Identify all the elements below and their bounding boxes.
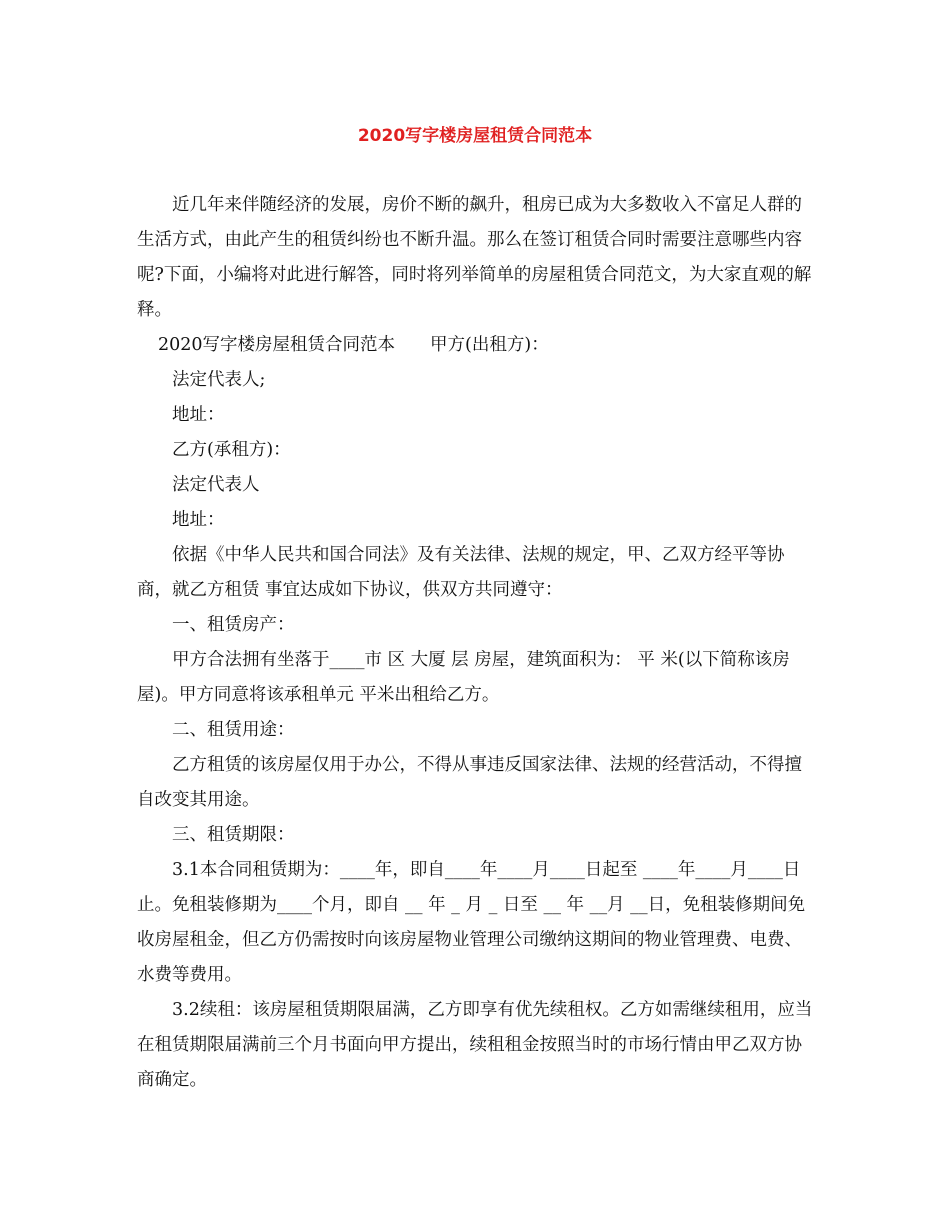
document-title: 2020写字楼房屋租赁合同范本 xyxy=(357,126,593,146)
section-2-heading: 二、租赁用途： xyxy=(172,720,295,740)
party-b-address: 地址： xyxy=(172,510,225,530)
section-1-body: 甲方合法拥有坐落于____市 区 大厦 层 房屋，建筑面积为： 平 米(以下简称该房屋)。甲方同意将该承租单元 平米出租给乙方。 xyxy=(137,650,790,705)
contract-heading-party-a: 2020写字楼房屋租赁合同范本 甲方(出租方)： xyxy=(158,335,549,355)
section-1-heading: 一、租赁房产： xyxy=(172,615,295,635)
document-body xyxy=(137,188,813,1098)
agreement-basis: 依据《中华人民共和国合同法》及有关法律、法规的规定，甲、乙双方经平等协商，就乙方租赁 事宜达成如下协议，供双方共同遵守： xyxy=(137,545,785,600)
party-b-representative: 法定代表人 xyxy=(172,475,260,495)
section-3-heading: 三、租赁期限： xyxy=(172,825,295,845)
section-2-body: 乙方租赁的该房屋仅用于办公，不得从事违反国家法律、法规的经营活动，不得擅自改变其用途。 xyxy=(137,755,802,810)
party-a-representative: 法定代表人; xyxy=(172,370,266,390)
intro-paragraph: 近几年来伴随经济的发展，房价不断的飙升，租房已成为大多数收入不富足人群的生活方式，由此产生的租赁纠纷也不断升温。那么在签订租赁合同时需要注意哪些内容呢?下面，小编将对此进行解答，同时将列举简单的房屋租赁合同范文，为大家直观的解释。 xyxy=(137,195,812,320)
section-3-2: 3.2续租：该房屋租赁期限届满，乙方即享有优先续租权。乙方如需继续租用，应当在租赁期限届满前三个月书面向甲方提出，续租租金按照当时的市场行情由甲乙双方协商确定。 xyxy=(137,1000,813,1090)
party-b-label: 乙方(承租方)： xyxy=(172,440,291,460)
party-a-address: 地址： xyxy=(172,405,225,425)
section-3-1: 3.1本合同租赁期为：____年，即自____年____月____日起至 ____年____月____日止。免租装修期为____个月，即自 __ 年 _ 月 _ 日至 __ 年 __月 __日，免租装修期间免收房屋租金，但乙方仍需按时向该房屋物业管理公司缴纳这期间的物业管理费、电费、水费等费用。 xyxy=(137,860,806,985)
